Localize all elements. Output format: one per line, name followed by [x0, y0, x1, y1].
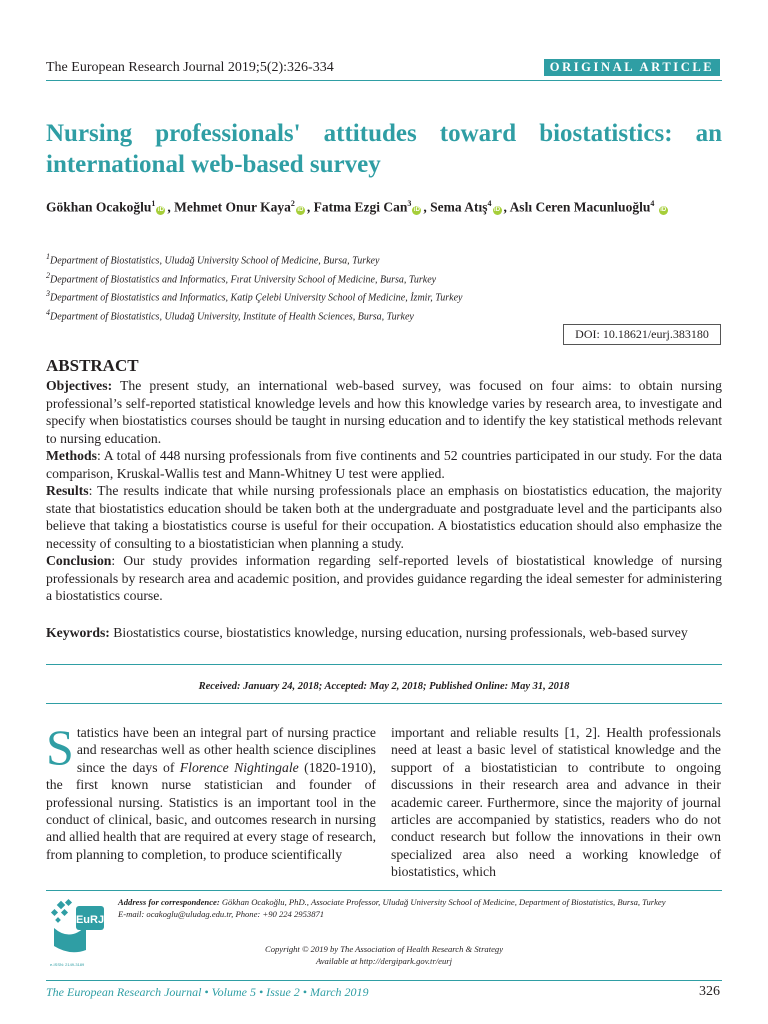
page-number: 326 [699, 984, 720, 999]
copyright-line: Copyright © 2019 by The Association of Health Research & Strategy [264, 944, 504, 954]
methods-label: Methods [46, 448, 97, 463]
header-divider [46, 80, 722, 81]
availability-line: Available at http://dergipark.gov.tr/eurj [315, 955, 453, 966]
results-label: Results [46, 483, 89, 498]
affiliation-number: 2 [46, 270, 50, 280]
conclusion-text: : Our study provides information regarding self-reported levels of biostatistical knowledge of nursing professionals by research area and academic position, and provides guidance regarding the ideal semester for administering a biostatistics course. [46, 553, 722, 603]
orcid-icon[interactable]: iD [494, 206, 501, 213]
logo-issn: e-ISSN: 2149-3189 [50, 962, 85, 967]
affiliations [46, 250, 722, 325]
correspondence-contact: E-mail: ocakoglu@uludag.edu.tr, Phone: +90 224 2953871 [118, 908, 325, 919]
keywords-text: Biostatistics course, biostatistics knowledge, nursing education, nursing professionals, web-based survey [109, 625, 688, 640]
keywords-label: Keywords: [46, 625, 110, 640]
author-affiliation-number: 2 [290, 199, 295, 208]
author-affiliation-number: 3 [407, 199, 412, 208]
orcid-icon[interactable]: iD [157, 206, 164, 213]
author-name: Fatma Ezgi Can [313, 199, 408, 215]
results-text: : The results indicate that while nursing professionals place an emphasis on biostatistics education, the majority state that biostatistics education should be taken both at the undergraduate and postgraduate level and the participants also believe that taking a biostatistics course is useful for their occupation. A biostatistics education should also emphasize the necessity of consulting to a biostatistician when planning a study. [46, 483, 722, 551]
author-name: Mehmet Onur Kaya [174, 199, 291, 215]
orcid-icon[interactable]: iD [297, 206, 304, 213]
body-text: (1820-1910), the first known nurse statistician and founder of professional nursing. Statistics is an important tool in the conduct of clinical, basic, and outcomes research in nursing and allied health that are required at every stage of research, from planning to completion, to produce scientifically [46, 759, 377, 862]
article-type-badge: ORIGINAL ARTICLE [544, 59, 720, 76]
affiliation-number: 3 [46, 289, 50, 299]
logo-text: EuRJ [75, 914, 105, 926]
affiliation-item [46, 306, 722, 325]
abstract-results [46, 482, 722, 552]
body-text-italic: Florence Nightingale [179, 759, 299, 775]
author-affiliation-number: 4 [487, 199, 492, 208]
author-name: Aslı Ceren Macunluoğlu [509, 199, 651, 215]
affiliation-number: 1 [46, 252, 50, 261]
footer-journal-info: The European Research Journal • Volume 5 • Issue 2 • March 2019 [46, 985, 369, 999]
correspondence-text: Gökhan Ocakoğlu, PhD., Associate Professor, Uludağ University School of Medicine, Department of Biostatistics, Bursa, Turkey [219, 897, 666, 907]
affiliation-item [46, 269, 722, 288]
copyright [46, 944, 722, 967]
divider [46, 890, 722, 891]
article-title: Nursing professionals' attitudes toward biostatistics: an international web-based survey [46, 120, 722, 178]
correspondence-label: Address for correspondence: [118, 897, 220, 907]
abstract-conclusion [46, 552, 722, 605]
orcid-icon[interactable]: iD [413, 206, 420, 213]
body-text: tatistics have been an integral part of nursing practice and researchas well as other health science disciplines since the days of [76, 725, 376, 775]
correspondence-address [118, 897, 722, 909]
author-name: Sema Atış [430, 199, 488, 215]
abstract-heading: ABSTRACT [46, 356, 139, 375]
divider [46, 703, 722, 704]
affiliation-text: Department of Biostatistics and Informatics, Fırat University School of Medicine, Bursa, Turkey [50, 273, 437, 285]
methods-text: : A total of 448 nursing professionals from five continents and 52 countries participated in our study. For the data comparison, Kruskal-Wallis test and Mann-Whitney U test were applied. [46, 448, 722, 481]
affiliation-text: Department of Biostatistics, Uludağ University School of Medicine, Bursa, Turkey [50, 255, 380, 267]
affiliation-number: 4 [46, 307, 50, 317]
objectives-label: Objectives: [46, 378, 113, 393]
divider [46, 664, 722, 665]
body-column-right: important and reliable results [1, 2]. Health professionals need at least a basic level of statistical knowledge and the support of a biostatistician to contribute to ongoing discussions in their research area and advance in their academic career. Furthermore, since the majority of journal articles are accompanied by statistics, readers who do not conduct research but follow the innovations in their own specialized area also need a working knowledge of biostatistics, which [391, 725, 721, 880]
affiliation-item [46, 287, 722, 306]
journal-citation: The European Research Journal 2019;5(2):326-334 [46, 60, 334, 75]
publication-dates: Received: January 24, 2018; Accepted: May 2, 2018; Published Online: May 31, 2018 [198, 681, 570, 692]
author-name: Gökhan Ocakoğlu [46, 199, 152, 215]
affiliation-item [46, 250, 722, 269]
conclusion-label: Conclusion [46, 553, 112, 568]
affiliation-text: Department of Biostatistics and Informatics, Katip Çelebi University School of Medicine, İzmir, Turkey [50, 292, 463, 304]
author-affiliation-number: 4 [650, 199, 655, 208]
abstract-methods [46, 447, 722, 482]
author-list: Gökhan Ocakoğlu$^1$iD , Mehmet Onur Kaya$^2$iD , Fatma Ezgi Can$^3$iD , Sema Atış$^4$iD , Aslı Ceren Macunluoğlu$^4$ iD [46, 199, 667, 215]
affiliation-text: Department of Biostatistics, Uludağ University, Institute of Health Sciences, Bursa, Turkey [50, 311, 414, 323]
abstract-body [46, 377, 722, 605]
body-column-left [46, 719, 377, 863]
objectives-text: The present study, an international web-based survey, was focused on four aims: to obtain nursing professional’s self-reported statistical knowledge levels and how this knowledge varies by research area, to investigate and specify when biostatistics courses should be taught in nursing education and to identify the key statistical methods relevant to nursing education. [46, 378, 722, 446]
footer-divider [46, 980, 722, 981]
author-affiliation-number: 1 [151, 199, 156, 208]
doi-box[interactable]: DOI: 10.18621/eurj.383180 [563, 324, 721, 345]
correspondence [118, 897, 722, 920]
drop-cap: S [46, 719, 74, 775]
keywords [46, 624, 722, 642]
orcid-icon[interactable]: iD [660, 206, 667, 213]
abstract-objectives [46, 377, 722, 447]
